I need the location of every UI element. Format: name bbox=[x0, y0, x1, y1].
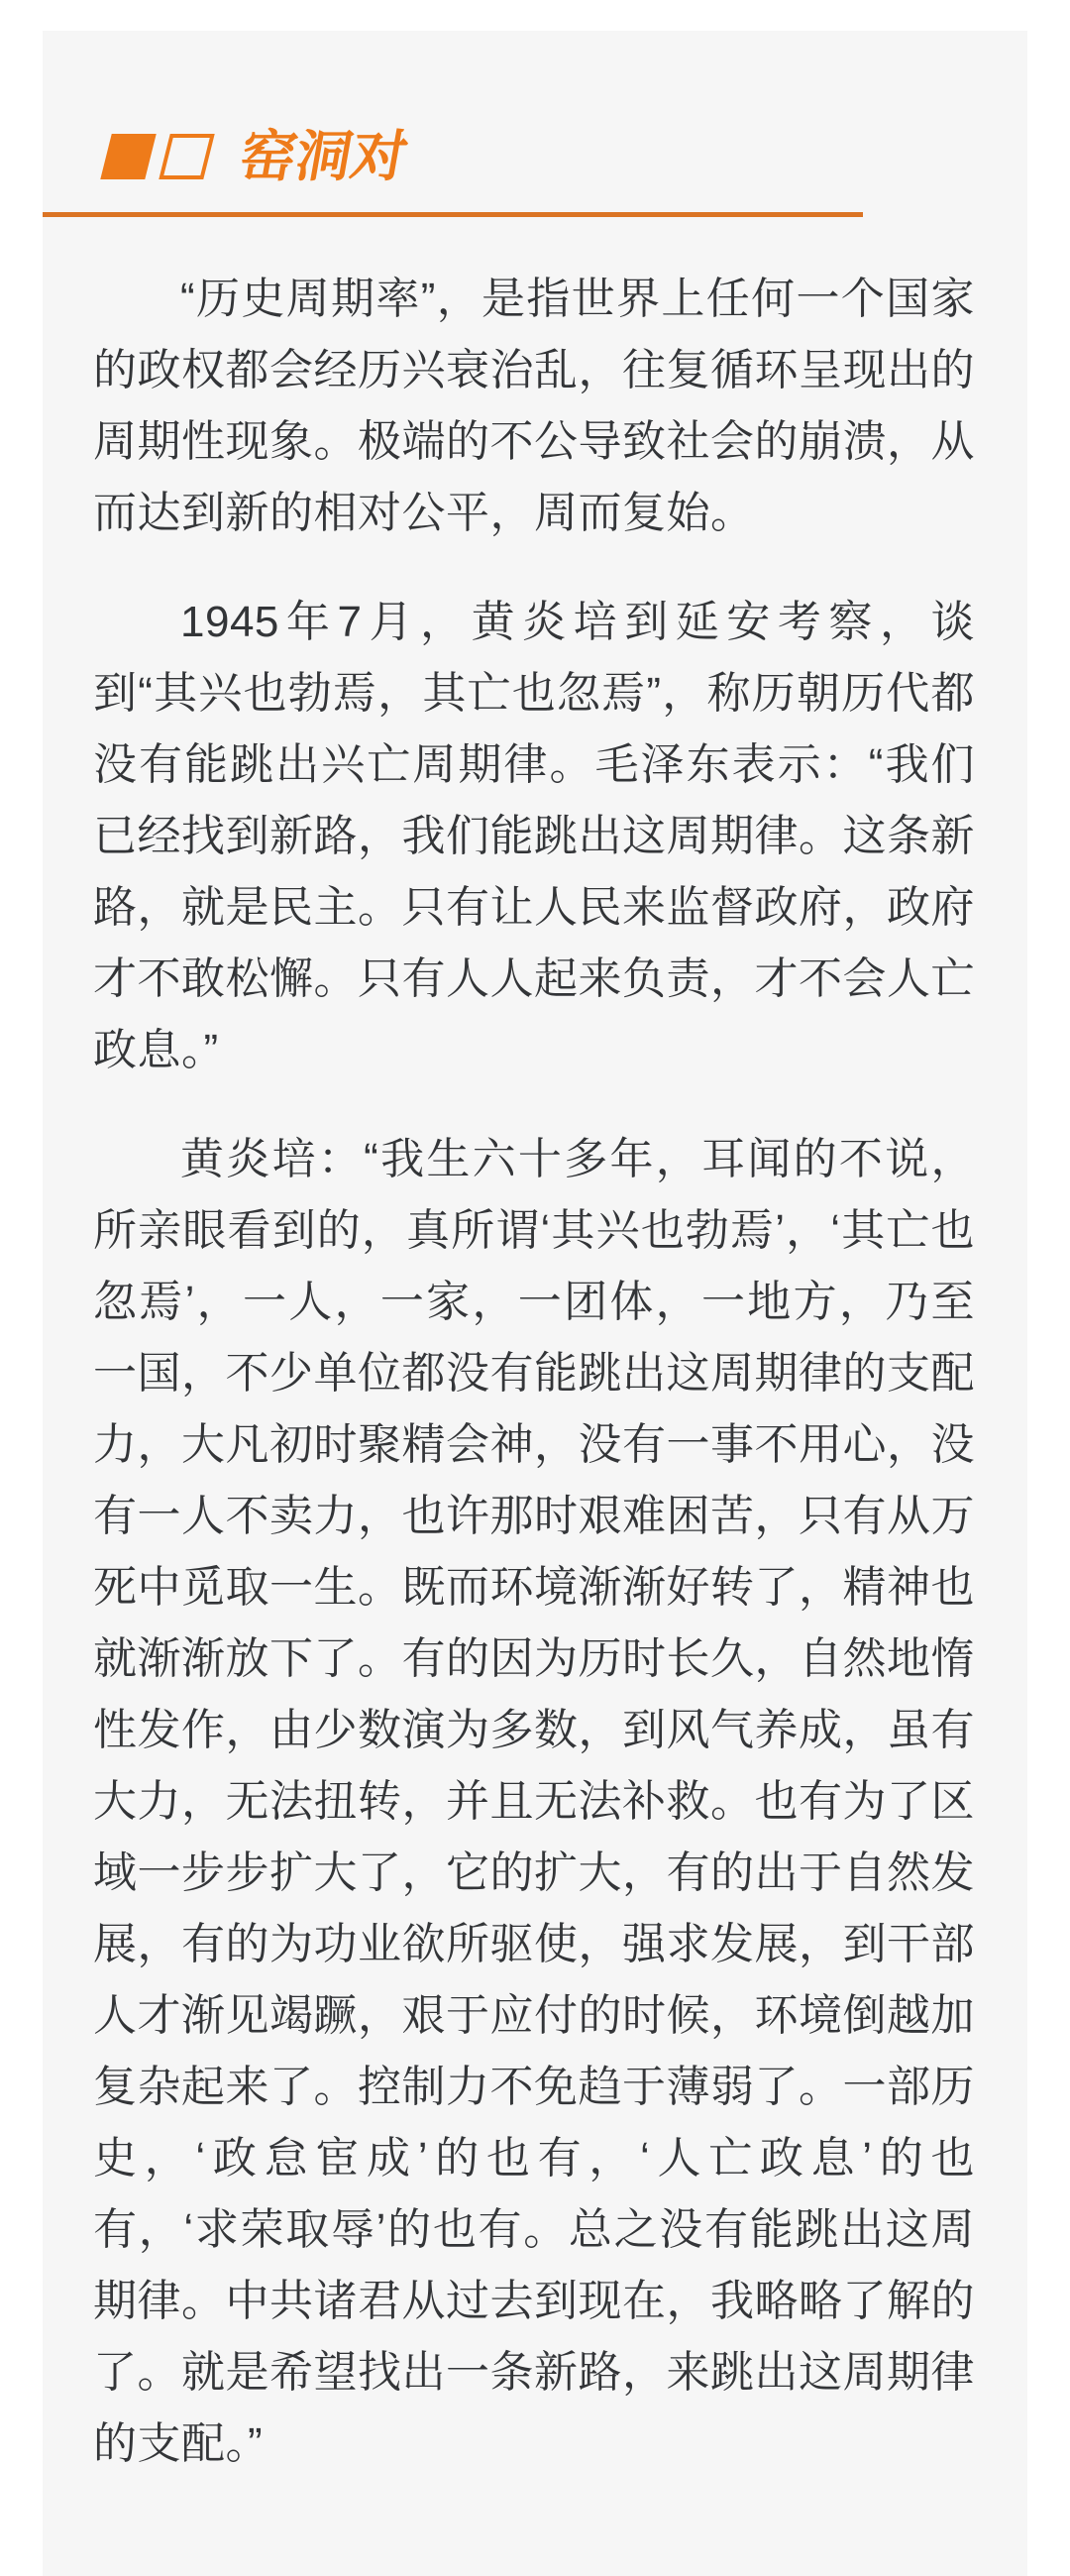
section-header bbox=[43, 125, 1027, 187]
section-title: 窑洞对 bbox=[235, 125, 413, 187]
filled-parallelogram-icon bbox=[100, 134, 156, 179]
paragraph-2: 1945年7月，黄炎培到延安考察，谈到“其兴也勃焉，其亡也忽焉”，称历朝历代都没有能跳出兴亡周期律。毛泽东表示：“我们已经找到新路，我们能跳出这周期律。这条新路，就是民主。只有让人民来监督政府，政府才不敢松懈。只有人人起来负责，才不会人亡政息。” bbox=[93, 598, 975, 1074]
article-body bbox=[43, 217, 1027, 2480]
article-card bbox=[43, 31, 1027, 2576]
paragraph-1: “历史周期率”，是指世界上任何一个国家的政权都会经历兴衰治乱，往复循环呈现出的周期性现象。极端的不公导致社会的崩溃，从而达到新的相对公平，周而复始。 bbox=[93, 275, 975, 537]
outline-parallelogram-icon bbox=[159, 134, 214, 179]
paragraph-3: 黄炎培：“我生六十多年，耳闻的不说，所亲眼看到的，真所谓‘其兴也勃焉’，‘其亡也忽焉’，一人，一家，一团体，一地方，乃至一国，不少单位都没有能跳出这周期律的支配力，大凡初时聚精会神，没有一事不用心，没有一人不卖力，也许那时艰难困苦，只有从万死中觅取一生。既而环境渐渐好转了，精神也就渐渐放下了。有的因为历时长久，自然地惰性发作，由少数演为多数，到风气养成，虽有大力，无法扭转，并且无法补救。也有为了区域一步步扩大了，它的扩大，有的出于自然发展，有的为功业欲所驱使，强求发展，到干部人才渐见竭蹶，艰于应付的时候，环境倒越加复杂起来了。控制力不免趋于薄弱了。一部历史，‘政怠宦成’的也有，‘人亡政息’的也有，‘求荣取辱’的也有。总之没有能跳出这周期律。中共诸君从过去到现在，我略略了解的了。就是希望找出一条新路，来跳出这周期律的支配。” bbox=[93, 1135, 975, 2468]
